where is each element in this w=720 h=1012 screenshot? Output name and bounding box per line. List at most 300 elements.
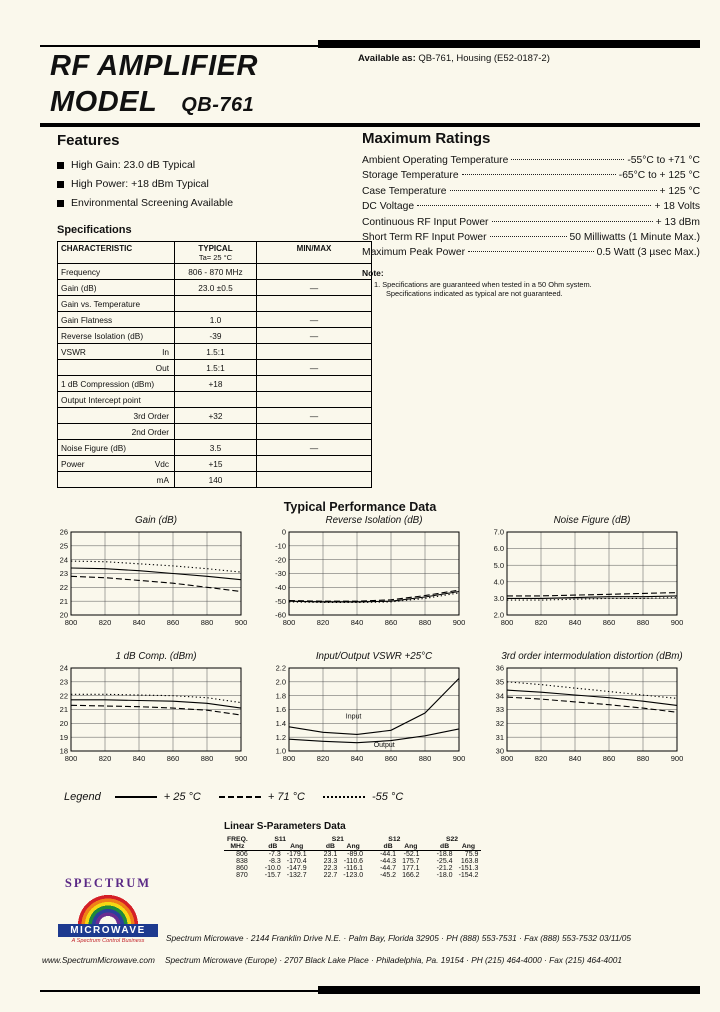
chart-series-dashed [71, 705, 241, 715]
spec-typical-value: 1.5:1 [175, 360, 257, 376]
bottom-black-bar [318, 986, 700, 994]
legend-item [115, 791, 201, 803]
dotted-leader [450, 190, 657, 191]
chart-series-solid [289, 678, 459, 734]
svg-text:2.0: 2.0 [493, 610, 504, 620]
svg-text:-40: -40 [275, 582, 286, 592]
sparam-s12-ang: 177.1 [402, 865, 420, 872]
note-line1: 1. Specifications are guaranteed when tested in a 50 Ohm system. [374, 279, 592, 289]
sparam-s21-ang: -116.1 [343, 865, 364, 872]
spec-minmax-value [257, 264, 372, 280]
specifications-section [57, 224, 357, 488]
spec-characteristic: Output Intercept point [61, 394, 141, 405]
svg-text:-50: -50 [275, 596, 286, 606]
svg-text:24: 24 [59, 555, 68, 565]
svg-text:6.0: 6.0 [493, 544, 504, 554]
chart-series-dotted [71, 561, 241, 572]
rating-value: + 13 dBm [655, 216, 700, 228]
svg-text:860: 860 [166, 618, 180, 627]
svg-text:860: 860 [602, 618, 616, 627]
sparam-db-header: dB [366, 843, 399, 851]
spec-minmax-value: — [257, 360, 372, 376]
legend [64, 791, 403, 803]
model-number: QB-761 [181, 94, 255, 116]
note-label: Note: [362, 267, 384, 278]
sparam-s12-db: -45.2 [380, 872, 397, 879]
svg-text:33: 33 [495, 705, 504, 715]
svg-text:25: 25 [59, 541, 68, 551]
svg-text:20: 20 [59, 718, 68, 728]
sparam-freq: 860 [236, 865, 248, 872]
chart-svg [42, 664, 248, 774]
svg-text:32: 32 [495, 718, 504, 728]
charts-grid [42, 515, 692, 779]
svg-text:900: 900 [234, 618, 248, 627]
svg-text:820: 820 [534, 618, 548, 627]
spec-sub-label [169, 315, 171, 325]
available-as [358, 53, 550, 64]
rating-row [362, 153, 700, 168]
rating-label: Ambient Operating Temperature [362, 155, 509, 166]
rating-label: Maximum Peak Power [362, 247, 465, 259]
chart-annotation: Output [373, 741, 395, 749]
sparam-s11-db: -8.3 [268, 858, 281, 865]
sparam-s11-db: -10.0 [264, 865, 281, 872]
sparam-freq-header: FREQ. [227, 836, 248, 843]
svg-text:31: 31 [495, 732, 504, 742]
svg-text:22: 22 [59, 691, 68, 701]
chart-4 [260, 651, 466, 779]
specs-col-characteristic: CHARACTERISTIC [58, 242, 175, 264]
spec-minmax-value [257, 376, 372, 392]
dotted-leader [492, 221, 653, 222]
svg-text:860: 860 [384, 754, 398, 763]
rating-row [362, 215, 700, 230]
feature-text: Environmental Screening Available [71, 197, 234, 209]
sparams-section [224, 821, 481, 879]
chart-5 [478, 651, 684, 779]
sparam-s12-db: -44.1 [380, 851, 397, 858]
svg-text:5.0: 5.0 [493, 560, 504, 570]
sparam-s11-db: -7.3 [268, 851, 281, 858]
dotted-leader [417, 205, 651, 206]
spec-row [58, 456, 372, 472]
svg-text:820: 820 [98, 754, 112, 763]
features-list [57, 157, 352, 211]
spec-minmax-value [257, 392, 372, 408]
spec-sub-label [169, 267, 171, 277]
svg-text:820: 820 [316, 754, 330, 763]
svg-text:880: 880 [636, 754, 650, 763]
chart-title: Input/Output VSWR +25°C [315, 651, 433, 662]
rating-value: 0.5 Watt (3 µsec Max.) [596, 247, 700, 259]
sparam-row [224, 865, 481, 872]
footer-address-us: Spectrum Microwave · 2144 Franklin Drive N.E. · Palm Bay, Florida 32905 · PH (888) 553-7531 · Fax (888) 553-7532 03/11/05 [166, 933, 631, 943]
rating-label: Case Temperature [362, 185, 447, 197]
sparam-s22-db: -21.2 [436, 865, 453, 872]
logo-spectrum-text: SPECTRUM [64, 876, 152, 890]
spec-sub-label: Vdc [154, 458, 169, 469]
dotted-leader [468, 251, 594, 252]
svg-text:820: 820 [534, 754, 548, 763]
sparam-s12-db: -44.3 [380, 858, 397, 865]
svg-text:1.0: 1.0 [275, 746, 286, 756]
svg-text:840: 840 [568, 618, 582, 627]
rainbow-arc-icon [75, 892, 141, 925]
svg-text:1.2: 1.2 [275, 732, 286, 742]
chart-3 [42, 651, 248, 779]
sparam-s21-ang: -89.0 [347, 851, 364, 858]
sparam-s21-db: 22.3 [323, 865, 338, 872]
spec-characteristic: Reverse Isolation (dB) [61, 330, 144, 341]
sparam-s21-db: 23.3 [323, 858, 338, 865]
rating-row [362, 199, 700, 214]
svg-text:0: 0 [281, 528, 286, 537]
feature-item [57, 176, 352, 192]
svg-text:860: 860 [602, 754, 616, 763]
specs-col-typical-line1: TYPICAL [198, 243, 233, 253]
spec-row [58, 392, 372, 408]
rating-row [362, 168, 700, 183]
spec-typical-value: 1.0 [175, 312, 257, 328]
spec-minmax-value [257, 344, 372, 360]
features-section [57, 132, 352, 214]
svg-text:1.4: 1.4 [275, 718, 286, 728]
legend-text: + 71 °C [267, 791, 305, 803]
specs-col-minmax: MIN/MAX [257, 242, 372, 264]
rating-label: DC Voltage [362, 201, 415, 213]
specs-col-typical-line2: Ta= 25 °C [198, 252, 233, 262]
svg-text:880: 880 [418, 618, 432, 627]
rating-label: Storage Temperature [362, 170, 459, 182]
chart-title: 1 dB Comp. (dBm) [115, 651, 197, 662]
spec-row [58, 344, 372, 360]
svg-text:20: 20 [59, 610, 68, 620]
spec-typical-value: 1.5:1 [175, 344, 257, 360]
available-as-value: QB-761, Housing (E52-0187-2) [418, 53, 550, 64]
chart-title: Gain (dB) [135, 515, 177, 526]
spec-row [58, 280, 372, 296]
sparam-s12-db: -44.7 [380, 865, 397, 872]
legend-line-dotted [323, 796, 365, 798]
sparam-ang-header: Ang [399, 843, 423, 851]
chart-svg [260, 528, 466, 638]
available-as-label: Available as: [358, 53, 416, 64]
specifications-heading: Specifications [57, 224, 132, 236]
chart-2 [478, 515, 684, 643]
sparam-s11-ang: -170.4 [286, 858, 307, 865]
svg-text:2.0: 2.0 [275, 677, 286, 687]
spec-typical-value: -39 [175, 328, 257, 344]
dotted-leader [462, 174, 616, 175]
svg-text:26: 26 [59, 528, 68, 537]
spec-sub-label [169, 331, 171, 341]
sparams-heading: Linear S-Parameters Data [224, 821, 346, 832]
page-title [50, 48, 258, 123]
spec-minmax-value: — [257, 328, 372, 344]
svg-text:24: 24 [59, 664, 68, 673]
spec-characteristic: Gain (dB) [61, 282, 97, 293]
svg-text:900: 900 [670, 754, 684, 763]
max-ratings-list [362, 153, 700, 261]
sparam-s21-db: 23.1 [323, 851, 338, 858]
spec-row [58, 440, 372, 456]
svg-text:820: 820 [98, 618, 112, 627]
spec-characteristic: Gain Flatness [61, 314, 113, 325]
chart-series-dashed [507, 697, 677, 712]
legend-line-solid [115, 796, 157, 798]
sparam-s22-db: -25.4 [436, 858, 453, 865]
svg-text:840: 840 [350, 618, 364, 627]
sparams-table [224, 836, 481, 879]
sparam-group-header: S22 [445, 836, 459, 843]
dotted-leader [490, 236, 567, 237]
sparam-ang-header: Ang [340, 843, 366, 851]
spec-typical-value [175, 296, 257, 312]
sparam-row [224, 872, 481, 879]
sparam-s12-ang: 175.7 [402, 858, 420, 865]
sparam-s22-ang: -151.3 [458, 865, 479, 872]
sparam-s12-ang: 166.2 [402, 872, 420, 879]
svg-text:4.0: 4.0 [493, 577, 504, 587]
title-line1: RF AMPLIFIER [50, 50, 258, 82]
max-ratings-heading: Maximum Ratings [362, 130, 491, 147]
svg-text:880: 880 [636, 618, 650, 627]
rating-label: Short Term RF Input Power [362, 232, 487, 244]
svg-text:840: 840 [350, 754, 364, 763]
svg-text:36: 36 [495, 664, 504, 673]
specs-table-body [58, 264, 372, 488]
top-black-bar [318, 40, 700, 48]
spec-sub-label [169, 379, 171, 389]
svg-text:900: 900 [234, 754, 248, 763]
spec-characteristic: Frequency [61, 266, 101, 277]
header-rule [40, 123, 700, 127]
sparam-s21-ang: -110.6 [343, 858, 364, 865]
rating-row [362, 245, 700, 260]
svg-text:-10: -10 [275, 541, 286, 551]
spec-minmax-value: — [257, 312, 372, 328]
performance-heading: Typical Performance Data [283, 500, 437, 514]
svg-text:800: 800 [500, 618, 514, 627]
logo-tagline: A Spectrum Control Business [71, 938, 145, 944]
note-block [362, 268, 700, 298]
chart-title: Reverse Isolation (dB) [325, 515, 423, 526]
svg-text:860: 860 [384, 618, 398, 627]
svg-text:18: 18 [59, 746, 68, 756]
spec-minmax-value [257, 456, 372, 472]
svg-text:840: 840 [568, 754, 582, 763]
title-line2: MODEL [50, 86, 158, 118]
spec-row [58, 424, 372, 440]
features-heading: Features [57, 132, 120, 149]
spec-row [58, 408, 372, 424]
svg-text:840: 840 [132, 754, 146, 763]
chart-title: Noise Figure (dB) [553, 515, 631, 526]
top-rule [40, 45, 318, 47]
rating-value: -65°C to + 125 °C [618, 170, 700, 182]
rating-row [362, 230, 700, 245]
bullet-square-icon [57, 200, 64, 207]
rating-value: + 125 °C [659, 185, 700, 197]
svg-text:34: 34 [495, 691, 504, 701]
spec-row [58, 328, 372, 344]
spec-sub-label [169, 299, 171, 309]
spec-minmax-value: — [257, 440, 372, 456]
spec-typical-value [175, 424, 257, 440]
sparam-s11-ang: -147.9 [286, 865, 307, 872]
spec-typical-value: +32 [175, 408, 257, 424]
spec-typical-value: 23.0 ±0.5 [175, 280, 257, 296]
svg-text:900: 900 [452, 754, 466, 763]
rating-row [362, 184, 700, 199]
sparam-ang-header: Ang [284, 843, 310, 851]
sparam-s21-ang: -123.0 [343, 872, 364, 879]
svg-text:30: 30 [495, 746, 504, 756]
sparam-s12-ang: -52.1 [403, 851, 420, 858]
svg-text:-60: -60 [275, 610, 286, 620]
svg-text:7.0: 7.0 [493, 528, 504, 537]
feature-text: High Gain: 23.0 dB Typical [71, 159, 196, 171]
spec-characteristic: 1 dB Compression (dBm) [61, 378, 155, 389]
svg-text:900: 900 [452, 618, 466, 627]
svg-text:21: 21 [59, 596, 68, 606]
svg-text:1.8: 1.8 [275, 691, 286, 701]
spec-sub-label [169, 443, 171, 453]
spec-sub-label: 3rd Order [133, 410, 169, 421]
chart-svg [260, 664, 466, 774]
chart-series-dashed [507, 593, 677, 596]
spec-sub-label [169, 395, 171, 405]
feature-text: High Power: +18 dBm Typical [71, 178, 209, 190]
spec-minmax-value [257, 472, 372, 488]
sparam-freq: 838 [236, 858, 248, 865]
sparam-mhz-header: MHz [224, 843, 251, 851]
spec-typical-value [175, 392, 257, 408]
spec-typical-value: 806 - 870 MHz [175, 264, 257, 280]
footer-eu-text: Spectrum Microwave (Europe) · 2707 Black Lake Place · Philadelphia, Pa. 19154 · PH (215) 464-4000 · Fax (215) 464-4001 [164, 955, 623, 965]
spec-typical-value: 3.5 [175, 440, 257, 456]
svg-text:19: 19 [59, 732, 68, 742]
spec-row [58, 360, 372, 376]
svg-text:23: 23 [59, 677, 68, 687]
max-ratings-section [362, 130, 700, 298]
legend-label: Legend [64, 791, 101, 803]
footer-website: www.SpectrumMicrowave.com [42, 955, 155, 965]
legend-items [115, 791, 404, 803]
sparam-s11-ang: -179.1 [286, 851, 307, 858]
sparam-freq: 870 [236, 872, 248, 879]
chart-svg [42, 528, 248, 638]
rating-value: 50 Milliwatts (1 Minute Max.) [569, 232, 700, 244]
sparam-s21-db: 22.7 [323, 872, 338, 879]
svg-text:21: 21 [59, 705, 68, 715]
sparam-s11-db: -15.7 [264, 872, 281, 879]
spec-characteristic: Noise Figure (dB) [61, 442, 127, 453]
svg-text:880: 880 [200, 618, 214, 627]
spec-minmax-value [257, 424, 372, 440]
spec-sub-label: 2nd Order [131, 426, 169, 437]
sparam-s22-ang: 75.9 [464, 851, 479, 858]
sparam-db-header: dB [310, 843, 341, 851]
sparam-s11-ang: -132.7 [286, 872, 307, 879]
legend-item [323, 791, 403, 803]
svg-text:820: 820 [316, 618, 330, 627]
chart-1 [260, 515, 466, 643]
spec-typical-value: +15 [175, 456, 257, 472]
svg-text:-20: -20 [275, 555, 286, 565]
sparam-row [224, 858, 481, 865]
bottom-rule [40, 990, 318, 992]
svg-text:23: 23 [59, 569, 68, 579]
spec-row [58, 312, 372, 328]
svg-text:880: 880 [418, 754, 432, 763]
svg-text:880: 880 [200, 754, 214, 763]
spec-sub-label [169, 283, 171, 293]
spec-characteristic: Power [61, 458, 85, 469]
svg-text:800: 800 [64, 618, 78, 627]
sparam-ang-header: Ang [456, 843, 482, 851]
sparam-group-header: S21 [331, 836, 344, 843]
svg-text:2.2: 2.2 [275, 664, 286, 673]
spec-row [58, 472, 372, 488]
sparam-s22-db: -18.0 [436, 872, 453, 879]
spec-minmax-value [257, 296, 372, 312]
spec-sub-label: In [162, 346, 169, 357]
svg-text:860: 860 [166, 754, 180, 763]
spec-row [58, 376, 372, 392]
sparam-group-header: S11 [274, 836, 287, 843]
legend-item [219, 791, 305, 803]
svg-text:-30: -30 [275, 569, 286, 579]
specs-col-typical [175, 242, 257, 264]
spectrum-logo [58, 876, 158, 944]
svg-text:800: 800 [64, 754, 78, 763]
chart-svg [478, 664, 684, 774]
legend-text: -55 °C [371, 791, 404, 803]
sparam-db-header: dB [251, 843, 284, 851]
legend-text: + 25 °C [163, 791, 201, 803]
spec-sub-label: mA [156, 474, 169, 485]
feature-item [57, 157, 352, 173]
rating-value: -55°C to +71 °C [627, 155, 700, 166]
note-line2: Specifications indicated as typical are not guaranteed. [386, 288, 563, 298]
rating-value: + 18 Volts [654, 201, 700, 213]
bullet-square-icon [57, 162, 64, 169]
sparam-group-header: S12 [388, 836, 401, 843]
svg-text:840: 840 [132, 618, 146, 627]
legend-line-dashed [219, 796, 261, 798]
chart-svg [478, 528, 684, 638]
spec-typical-value: 140 [175, 472, 257, 488]
spec-sub-label: Out [155, 362, 169, 373]
svg-text:800: 800 [500, 754, 514, 763]
chart-series-dashed [71, 576, 241, 591]
spec-row [58, 264, 372, 280]
logo-microwave-text: MICROWAVE [58, 924, 158, 937]
spec-row [58, 296, 372, 312]
specifications-table [57, 241, 372, 488]
sparam-db-header: dB [423, 843, 456, 851]
dotted-leader [511, 159, 624, 160]
svg-text:900: 900 [670, 618, 684, 627]
bullet-square-icon [57, 181, 64, 188]
sparam-freq: 806 [236, 851, 248, 858]
svg-text:800: 800 [282, 618, 296, 627]
spec-characteristic: VSWR [61, 346, 86, 357]
sparam-s22-db: -18.8 [436, 851, 453, 858]
chart-title: 3rd order intermodulation distortion (dBm) [501, 651, 683, 662]
